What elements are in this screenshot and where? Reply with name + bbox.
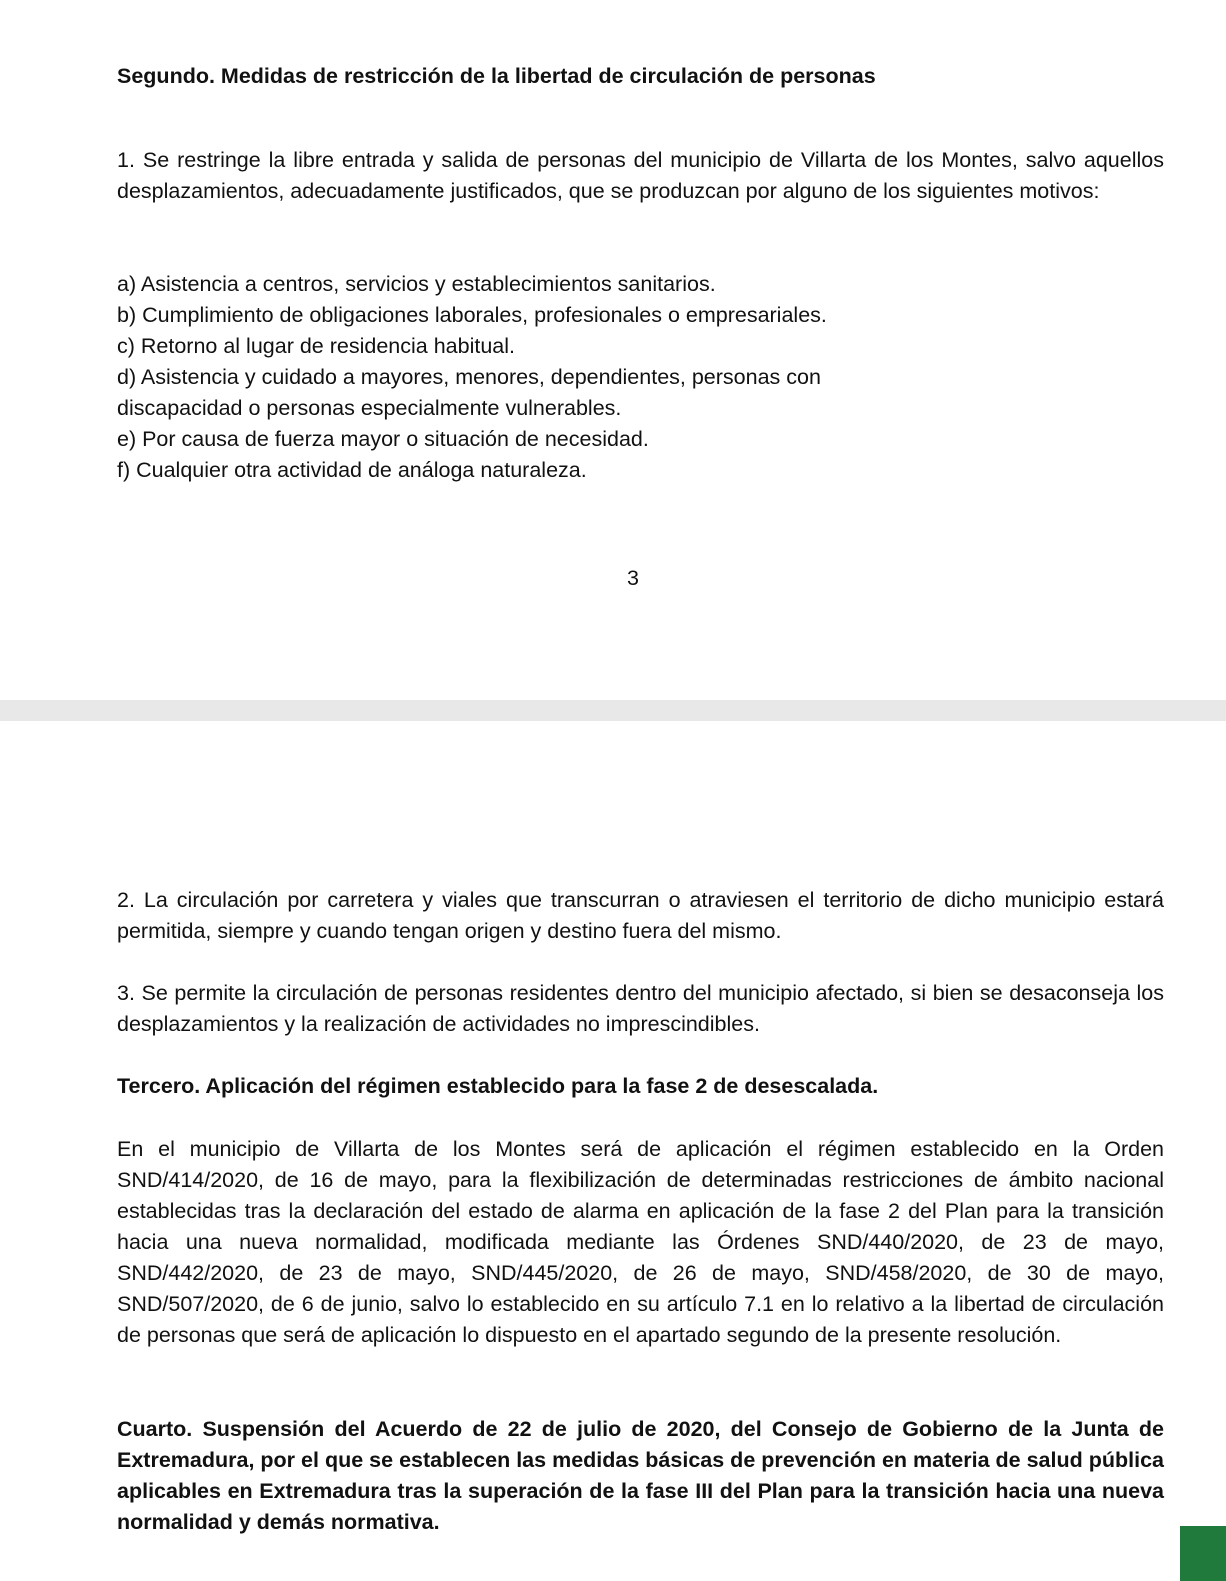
paragraph-tercero-text: En el municipio de Villarta de los Montes será de aplicación el régimen establecido en la Orden SND/414/2020, de 16 de mayo, para la flexibilización de determinadas restricciones de ámbito nacional establecidas tras la declaración del estado de alarma en aplicación de la fase 2 del Plan para la transición hacia una nueva normalidad, modificada mediante las Órdenes SND/440/2020, de 23 de mayo, SND/442/2020, de 23 de mayo, SND/445/2020, de 26 de mayo, SND/458/2020, de 30 de mayo, SND/507/2020, de 6 de junio, salvo lo establecido en su artículo 7.1 en lo relativo a la libertad de circulación de personas que será de aplicación lo dispuesto en el apartado segundo de la presente resolución. bbox=[117, 1137, 1164, 1347]
page-separator bbox=[0, 700, 1226, 721]
accent-green-block bbox=[1180, 1526, 1226, 1581]
paragraph-2 bbox=[117, 885, 1164, 947]
paragraph-2-text: 2. La circulación por carretera y viales que transcurran o atraviesen el territorio de dicho municipio estará permitida, siempre y cuando tengan origen y destino fuera del mismo. bbox=[117, 888, 1164, 943]
section-heading-segundo: Segundo. Medidas de restricción de la libertad de circulación de personas bbox=[117, 64, 876, 88]
paragraph-1 bbox=[117, 145, 1164, 207]
section-segundo bbox=[117, 61, 1164, 92]
section-tercero bbox=[117, 1071, 1164, 1102]
section-heading-tercero: Tercero. Aplicación del régimen establecido para la fase 2 de desescalada. bbox=[117, 1074, 879, 1098]
section-heading-cuarto: Cuarto. Suspensión del Acuerdo de 22 de julio de 2020, del Consejo de Gobierno de la Junta de Extremadura, por el que se establecen las medidas básicas de prevención en materia de salud pública aplicables en Extremadura tras la superación de la fase III del Plan para la transición hacia una nueva normalidad y demás normativa. bbox=[117, 1417, 1164, 1534]
section-cuarto bbox=[117, 1414, 1164, 1538]
paragraph-3-text: 3. Se permite la circulación de personas residentes dentro del municipio afectado, si bien se desaconseja los desplazamientos y la realización de actividades no imprescindibles. bbox=[117, 981, 1164, 1036]
paragraph-3 bbox=[117, 978, 1164, 1040]
list-item: e) Por causa de fuerza mayor o situación de necesidad. bbox=[117, 427, 649, 451]
list-item: discapacidad o personas especialmente vulnerables. bbox=[117, 396, 622, 420]
list-item: c) Retorno al lugar de residencia habitual. bbox=[117, 334, 515, 358]
paragraph-tercero bbox=[117, 1134, 1164, 1351]
motives-list bbox=[117, 269, 1164, 486]
list-item: a) Asistencia a centros, servicios y establecimientos sanitarios. bbox=[117, 272, 716, 296]
list-item: b) Cumplimiento de obligaciones laborales, profesionales o empresariales. bbox=[117, 303, 827, 327]
paragraph-1-text: 1. Se restringe la libre entrada y salida de personas del municipio de Villarta de los Montes, salvo aquellos desplazamientos, adecuadamente justificados, que se produzcan por alguno de los siguientes motivos: bbox=[117, 148, 1164, 203]
list-item: d) Asistencia y cuidado a mayores, menores, dependientes, personas con bbox=[117, 365, 821, 389]
page-number: 3 bbox=[627, 566, 639, 590]
list-item: f) Cualquier otra actividad de análoga naturaleza. bbox=[117, 458, 587, 482]
